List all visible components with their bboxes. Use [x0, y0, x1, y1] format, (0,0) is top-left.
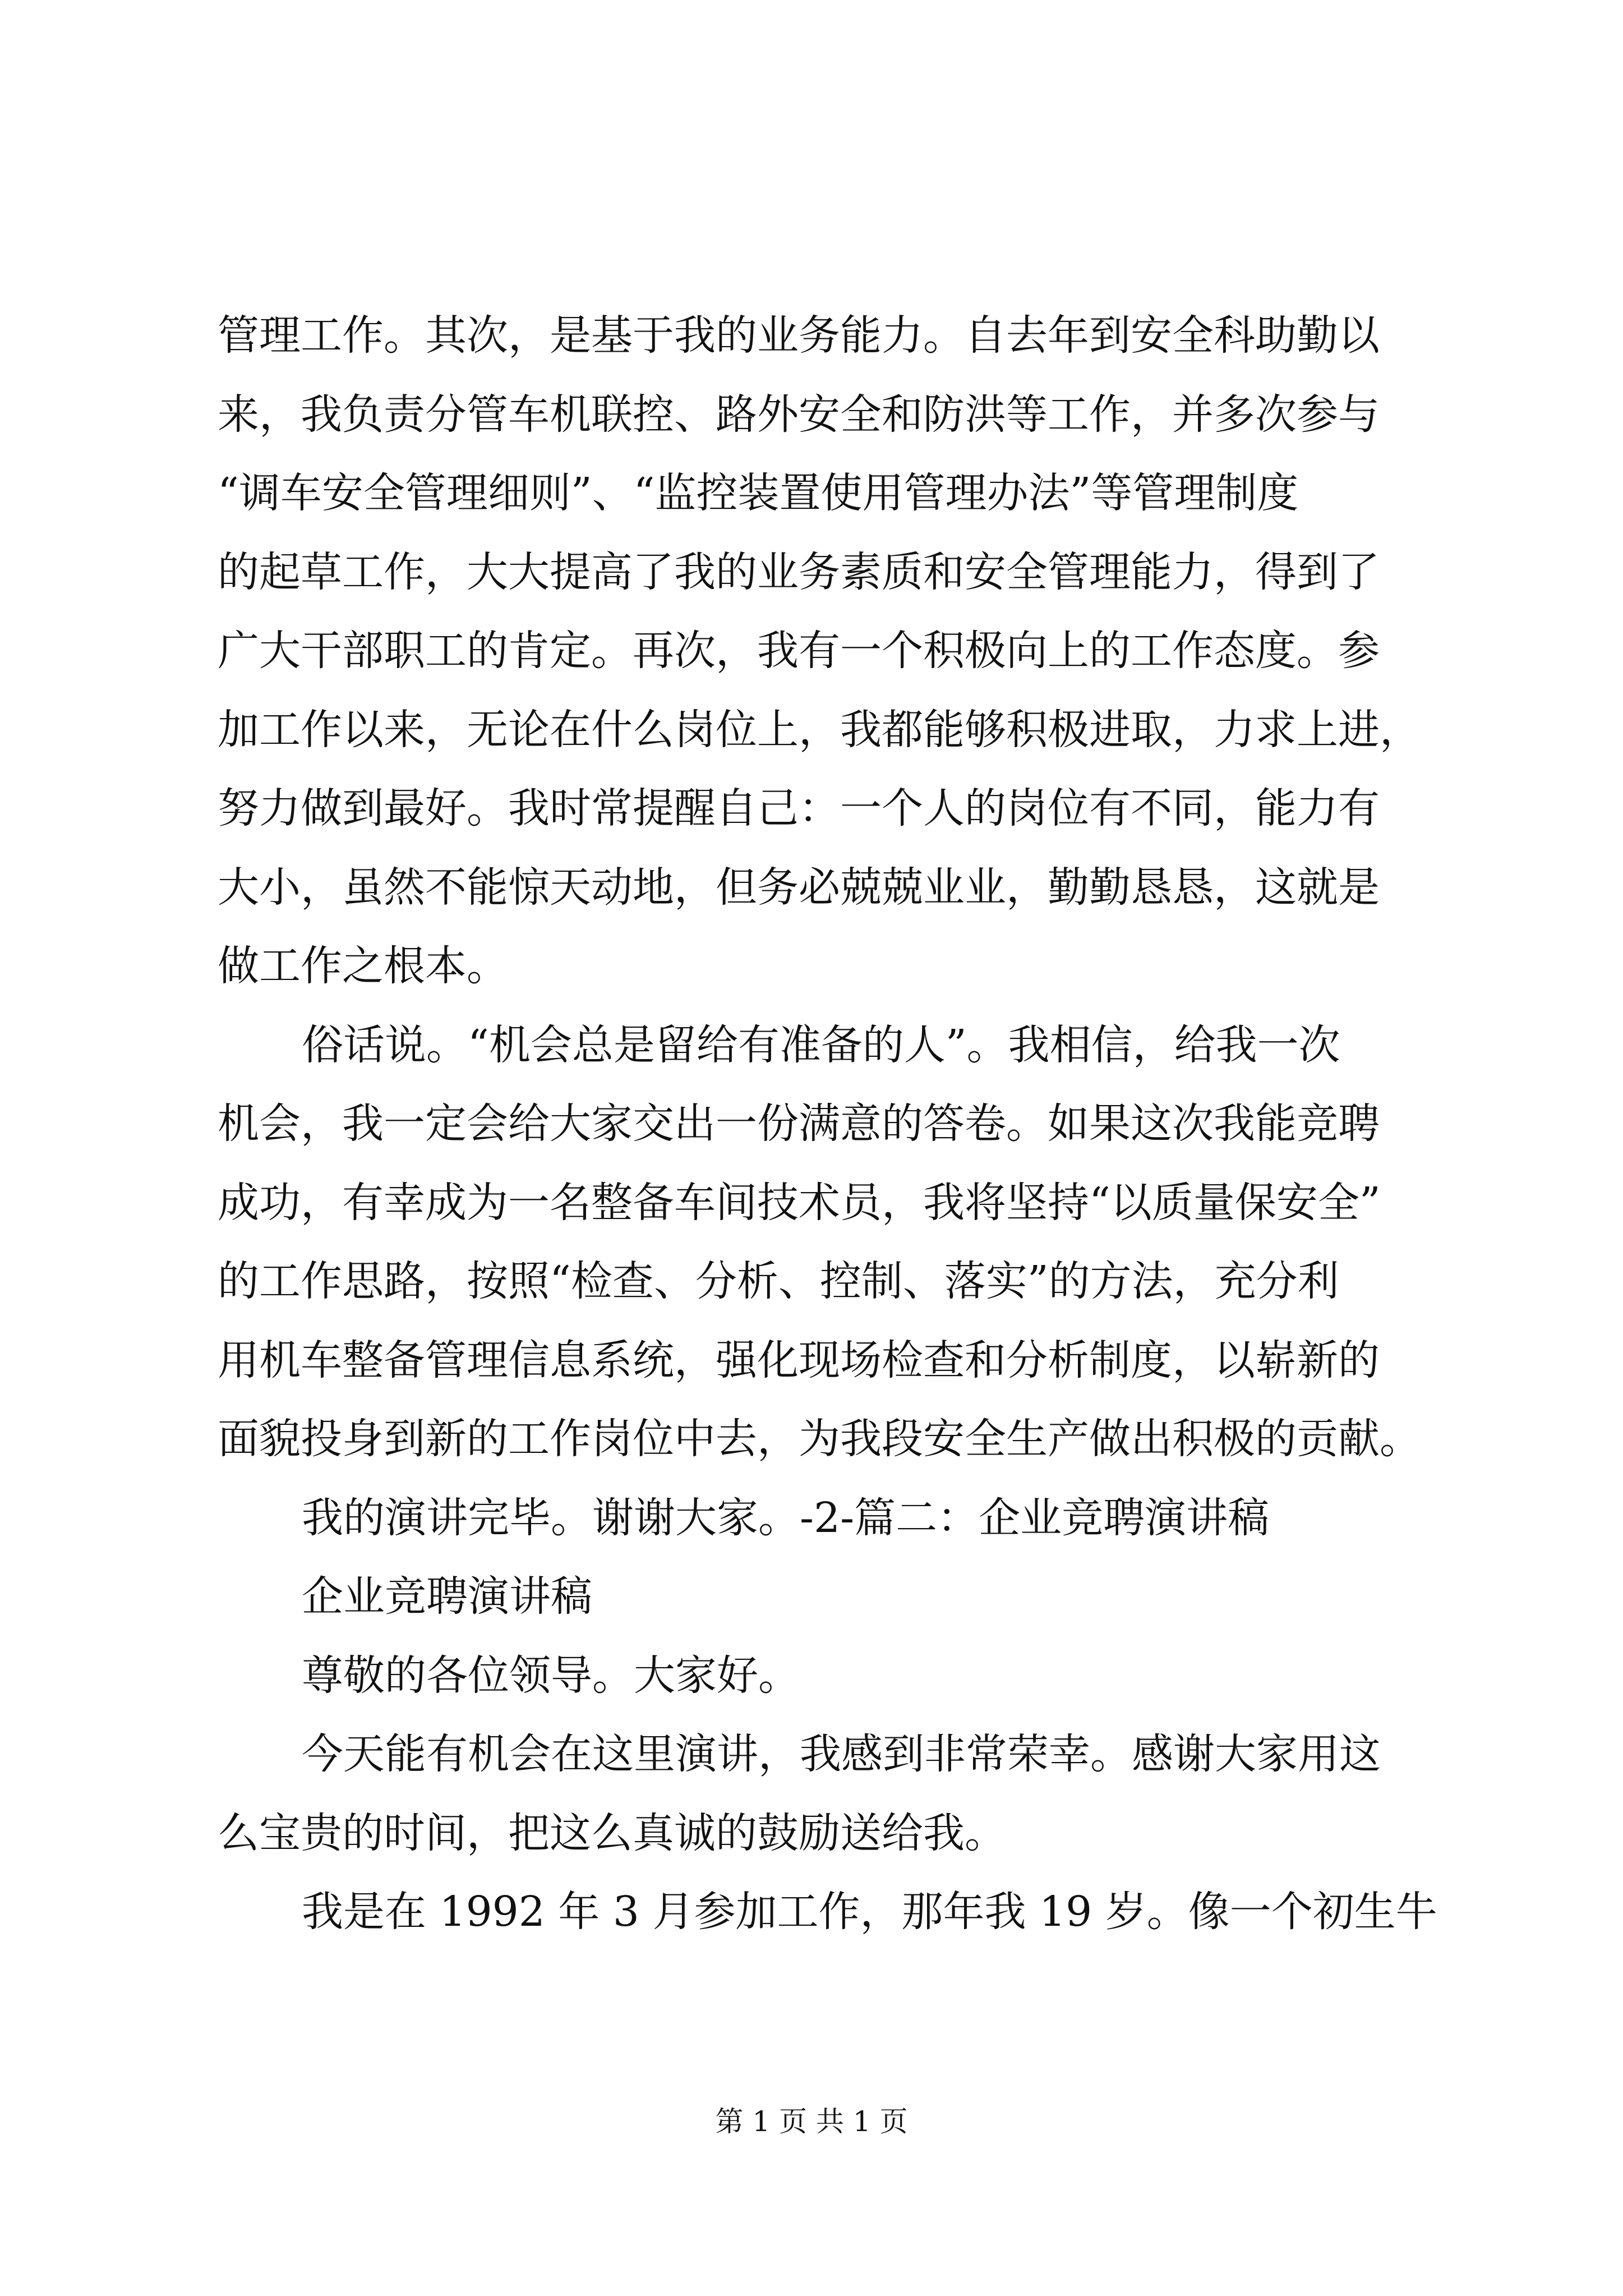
text-line: 尊敬的各位领导。大家好。 [302, 1651, 800, 1700]
text-line: 努力做到最好。我时常提醒自己：一个人的岗位有不同，能力有 [218, 784, 1380, 832]
text-line: 的起草工作，大大提高了我的业务素质和安全管理能力，得到了 [218, 547, 1380, 596]
text-line: 的工作思路，按照“检查、分析、控制、落实”的方法，充分利 [218, 1257, 1339, 1305]
text-line: 用机车整备管理信息系统，强化现场检查和分析制度，以崭新的 [218, 1336, 1380, 1384]
text-line: 来，我负责分管车机联控、路外安全和防洪等工作，并多次参与 [218, 390, 1380, 439]
text-line: 么宝贵的时间，把这么真诚的鼓励送给我。 [218, 1809, 1006, 1857]
text-line: 管理工作。其次，是基于我的业务能力。自去年到安全科助勤以 [218, 311, 1380, 360]
text-line: “调车安全管理细则”、“监控装置使用管理办法”等管理制度 [218, 469, 1299, 517]
text-line: 我的演讲完毕。谢谢大家。-2-篇二：企业竞聘演讲稿 [302, 1493, 1270, 1542]
text-line: 今天能有机会在这里演讲，我感到非常荣幸。感谢大家用这 [302, 1730, 1381, 1778]
page-footer: 第 1 页 共 1 页 [715, 2105, 908, 2138]
text-line: 企业竞聘演讲稿 [302, 1572, 592, 1621]
text-line: 加工作以来，无论在什么岗位上，我都能够积极进取，力求上进， [218, 705, 1421, 754]
text-line: 俗话说。“机会总是留给有准备的人”。我相信，给我一次 [302, 1020, 1340, 1069]
text-line: 做工作之根本。 [218, 942, 508, 990]
text-line: 机会，我一定会给大家交出一份满意的答卷。如果这次我能竞聘 [218, 1099, 1380, 1148]
text-line: 成功，有幸成为一名整备车间技术员，我将坚持“以质量保安全” [218, 1178, 1381, 1227]
text-line: 面貌投身到新的工作岗位中去，为我段安全生产做出积极的贡献。 [218, 1415, 1421, 1463]
text-line: 我是在 1992 年 3 月参加工作，那年我 19 岁。像一个初生牛 [302, 1888, 1437, 1936]
text-line: 广大干部职工的肯定。再次，我有一个积极向上的工作态度。参 [218, 627, 1380, 675]
text-line: 大小，虽然不能惊天动地，但务必兢兢业业，勤勤恳恳，这就是 [218, 863, 1380, 912]
